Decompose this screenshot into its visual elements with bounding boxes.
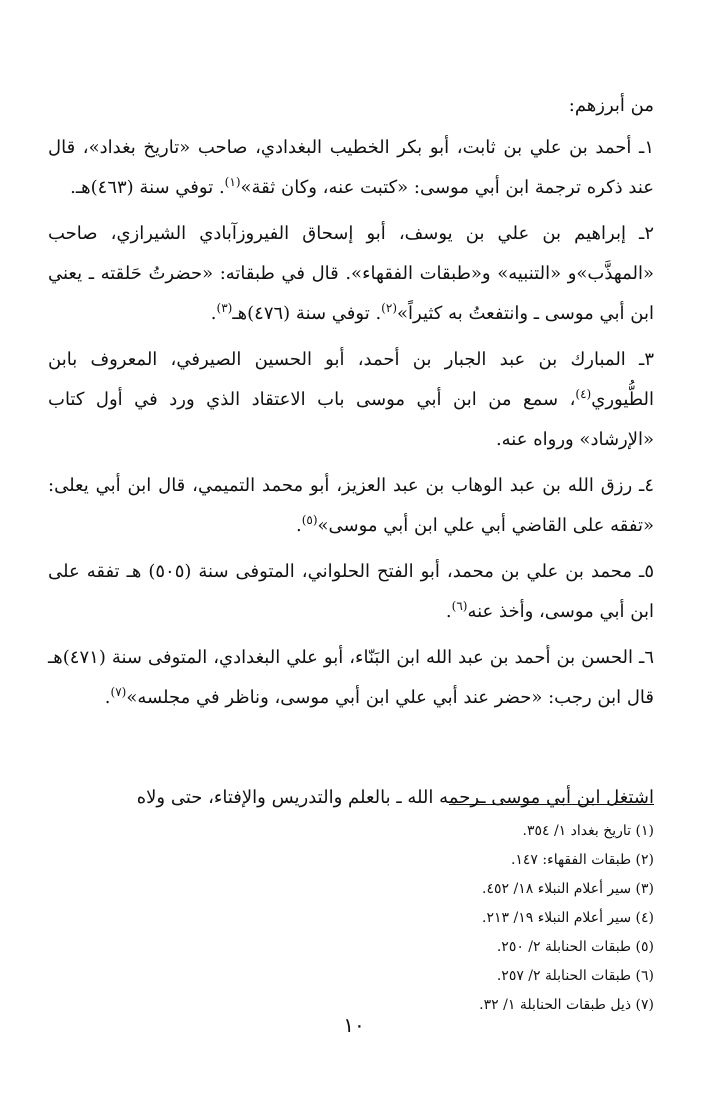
footnote-ref[interactable]: (١): [224, 175, 241, 189]
entry-text: ٣ـ المبارك بن عبد الجبار بن أحمد، أبو الحسين الصيرفي، المعروف بابن الطُّيوري: [48, 349, 654, 410]
section-heading: من أبرزهم:: [568, 95, 654, 116]
entry-tail: ، سمع من ابن أبي موسى باب الاعتقاد الذي ورد في أول كتاب «الإرشاد» ورواه عنه.: [48, 389, 654, 450]
footnote-separator: [449, 804, 654, 805]
footnotes: [48, 817, 654, 1020]
footnote-6: (٦) طبقات الحنابلة ٢/ ٢٥٧.: [496, 968, 654, 984]
entry-4: [48, 466, 654, 546]
footnote-2: (٢) طبقات الفقهاء: ١٤٧.: [510, 852, 654, 868]
entry-3: [48, 340, 654, 460]
entry-text: ١ـ أحمد بن علي بن ثابت، أبو بكر الخطيب البغدادي، صاحب «تاريخ بغداد»، قال عند ذكره ترجمة ابن أبي موسى: «كتبت عنه، وكان ثقة»: [48, 137, 654, 198]
entry-1: [48, 128, 654, 208]
main-text: [48, 86, 654, 724]
page-number: ١٠: [343, 1013, 365, 1037]
entry-text: ٥ـ محمد بن علي بن محمد، أبو الفتح الحلواني، المتوفى سنة (٥٠٥) هـ تفقه على ابن أبي موسى، وأخذ عنه: [48, 561, 654, 622]
entry-6: [48, 638, 654, 718]
footnote-ref[interactable]: (٣): [216, 301, 233, 315]
footnote-5: (٥) طبقات الحنابلة ٢/ ٢٥٠.: [496, 939, 654, 955]
closing-line: اشتغل ابن أبي موسى ـرحمه الله ـ بالعلم والتدريس والإفتاء، حتى ولاه: [136, 787, 654, 808]
entry-2: [48, 214, 654, 334]
entry-tail: .: [210, 303, 217, 324]
entry-tail: .: [295, 515, 302, 536]
footnote-ref[interactable]: (٥): [301, 513, 318, 527]
footnote-ref[interactable]: (٦): [451, 599, 468, 613]
footnote-7: (٧) ذيل طبقات الحنابلة ١/ ٣٢.: [479, 997, 654, 1013]
footnote-ref[interactable]: (٤): [575, 387, 592, 401]
entry-tail: .: [104, 687, 111, 708]
entry-5: [48, 552, 654, 632]
entry-tail: . توفي سنة (٤٦٣)هـ.: [70, 177, 225, 198]
footnote-ref[interactable]: (٢): [381, 301, 397, 315]
entry-tail: .: [445, 601, 452, 622]
entry-text: ٦ـ الحسن بن أحمد بن عبد الله ابن البَنّاء، أبو علي البغدادي، المتوفى سنة (٤٧١)هـ قال ابن رجب: «حضر عند أبي علي ابن أبي موسى، وناظر في مجلسه»: [48, 647, 654, 708]
footnote-ref[interactable]: (٧): [110, 685, 127, 699]
entry-tail: . توفي سنة (٤٧٦)هـ: [232, 303, 382, 324]
entry-text: ٢ـ إبراهيم بن علي بن يوسف، أبو إسحاق الفيروزآبادي الشيرازي، صاحب «المهذَّب»و «التنبيه» و«طبقات الفقهاء». قال في طبقاته: «حضرتُ حَلقته ـ يعني ابن أبي موسى ـ وانتفعتُ به كثيراً»: [48, 223, 654, 324]
footnote-1: (١) تاريخ بغداد ١/ ٣٥٤.: [522, 823, 654, 839]
entry-text: ٤ـ رزق الله بن عبد الوهاب بن عبد العزيز، أبو محمد التميمي، قال ابن أبي يعلى: «تفقه على القاضي أبي علي ابن أبي موسى»: [48, 475, 654, 536]
footnote-3: (٣) سير أعلام النبلاء ١٨/ ٤٥٢.: [482, 881, 654, 897]
footnote-4: (٤) سير أعلام النبلاء ١٩/ ٢١٣.: [482, 910, 654, 926]
